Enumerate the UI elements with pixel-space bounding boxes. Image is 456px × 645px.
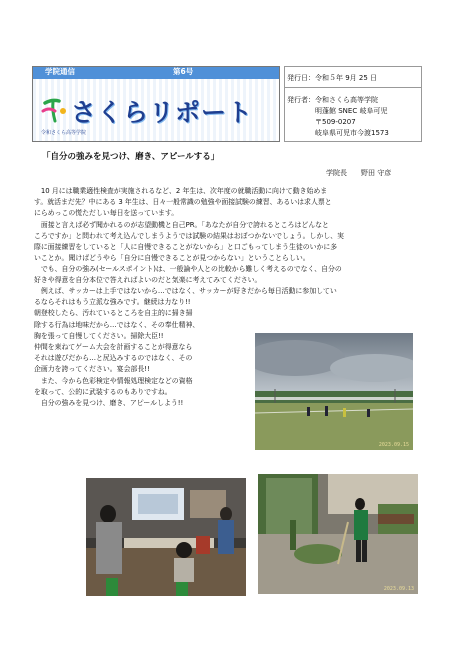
masthead-body (33, 79, 279, 141)
body-line: また、今から色彩検定や情報処理検定などの資格 (34, 377, 193, 385)
body-line: 10 月には職業適性検査が実施されるなど、2 年生は、次年度の就職活動に向けて動き始めま (34, 187, 328, 195)
body-line: す。就活まだ先？中にある 3 年生は、日々一般常識の勉強や面接試験の練習、あるいは求人票と (34, 198, 332, 206)
soccer-field-photo (255, 333, 413, 450)
body-line: 仲間を束ねてゲーム大会を計画することが得意なら (34, 343, 193, 351)
article-title: 「自分の強みを見つけ、磨き、アピールする」 (42, 152, 220, 162)
body-line: 胸を張って自慢してください。掃除大臣!! (34, 332, 164, 340)
garden-image (258, 474, 418, 594)
body-line: 例えば、サッカーは上手ではないから…ではなく、サッカーが好きだから毎日活動に参加してい (34, 287, 337, 295)
postal-code: 〒509-0207 (315, 118, 356, 126)
newsletter-masthead (32, 66, 280, 142)
garden-photo-date: 2023.09.13 (383, 586, 414, 592)
body-line: いことか。聞けばどうやら「自分に自慢できることが見つからない」ということらしい。 (34, 254, 310, 262)
body-line: るならそれはもう立派な強みです。継続は力なり!! (34, 298, 191, 306)
body-line: 除する行為は地味だから…ではなく、その奉仕精神、 (34, 321, 200, 329)
masthead-top-bar (33, 67, 279, 79)
body-line: を取って、公的に武装するのもありですね。 (34, 388, 172, 396)
newsletter-label: 学院通信 (45, 67, 75, 76)
body-line: 面接と言えば必ず聞かれるのが志望動機と自己PR。「あなたが自分で誇れるところはどんなと (34, 221, 329, 229)
body-line: それは遊びだから…と尻込みするのではなく、その (34, 354, 193, 362)
newsletter-title: さくらリポート (71, 98, 254, 127)
issue-number: 第6号 (173, 67, 194, 76)
body-line: 朝登校したら、汚れているところを自主的に掃き掃 (34, 309, 193, 317)
soccer-photo-date: 2023.09.15 (378, 442, 409, 448)
body-line: ころですか」と問われて考え込んでしまうようでは試験の結果はおぼつかないでしょう。しかし、実 (34, 232, 345, 240)
masthead-school-name: 令和さくら高等学院 (41, 130, 87, 136)
body-line: 際に面接練習をしていると「人に自慢できることがないから」と口ごもってしまう生徒のいかに多 (34, 243, 338, 251)
body-line: にらめっこの慌ただしい毎日を送っています。 (34, 209, 179, 217)
soccer-field-image (255, 333, 413, 450)
publisher: 発行者：令和さくら高等学院 (287, 96, 378, 104)
branch-name: 明蓬館 SNEC 岐阜可児 (315, 107, 388, 115)
article-author: 学院長 野田 守彦 (326, 169, 392, 177)
issue-date: 発行日：令和５年 9月 25 日 (287, 74, 378, 82)
sakura-logo-icon (39, 95, 69, 125)
body-line: 好きや得意を自分本位で答えればよいのだと気楽に考えてみてください。 (34, 276, 262, 284)
body-line: 企画力を誇ってください。宴会部長!! (34, 365, 150, 373)
body-line: 自分の強みを見つけ、磨き、アピールしよう!! (34, 399, 184, 407)
address: 岐阜県可児市今渡1573 (315, 129, 389, 137)
classroom-presentation-photo (86, 478, 246, 596)
garden-cleaning-photo (258, 474, 418, 594)
body-line: でも、自分の強み(セールスポイント)は、一般論や人との比較から難しく考えるのでなく、自分の (34, 265, 342, 273)
classroom-image (86, 478, 246, 596)
publication-divider (285, 87, 421, 88)
publication-info-box (284, 66, 422, 142)
